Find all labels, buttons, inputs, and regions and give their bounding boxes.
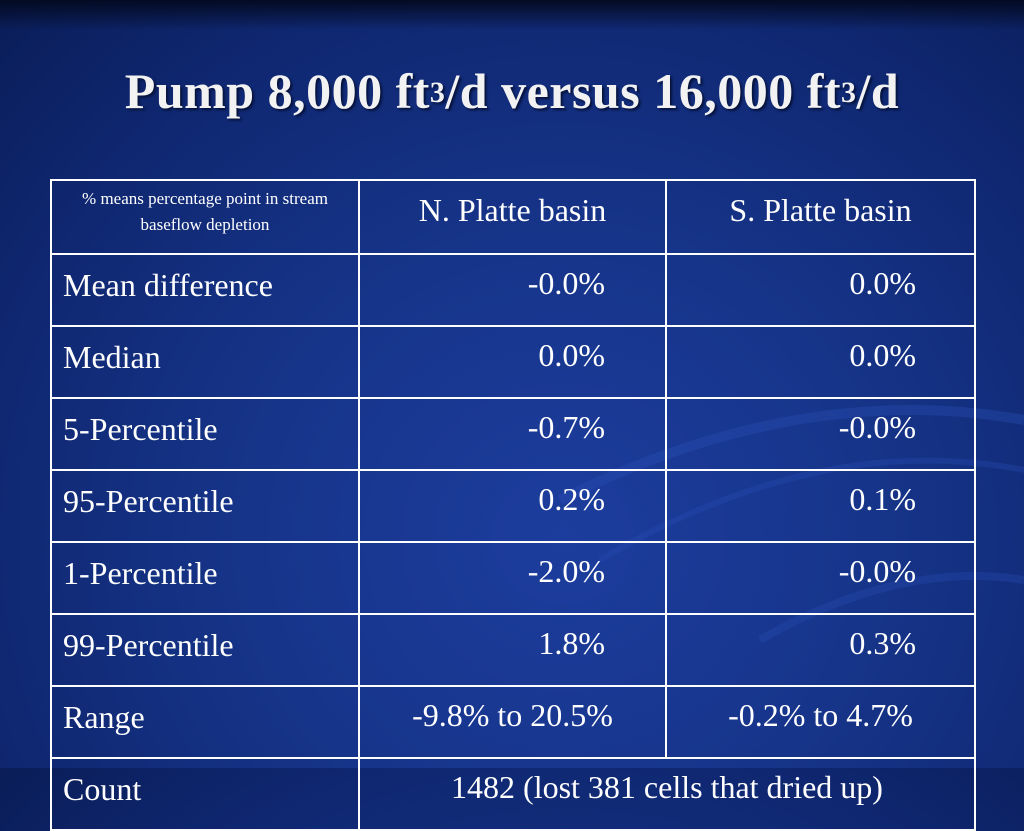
percentage-note: % means percentage point in stream baseflow depletion [51,180,359,254]
row-label: Median [51,326,359,398]
row-label: 1-Percentile [51,542,359,614]
column-header-s-platte: S. Platte basin [666,180,975,254]
row-label: Mean difference [51,254,359,326]
column-header-n-platte: N. Platte basin [359,180,666,254]
title-prefix: Pump 8,000 ft [124,63,430,119]
table-row [51,326,975,398]
s-platte-value: -0.0% [666,542,975,614]
n-platte-value: -9.8% to 20.5% [359,686,666,758]
s-platte-value: 0.0% [666,254,975,326]
row-label: Count [51,758,359,830]
table-row [51,614,975,686]
n-platte-value: 0.2% [359,470,666,542]
table-row [51,398,975,470]
table-header-row [51,180,975,254]
table-row [51,686,975,758]
title-superscript-2: 3 [841,76,857,109]
s-platte-value: -0.0% [666,398,975,470]
row-label: 99-Percentile [51,614,359,686]
title-superscript-1: 3 [429,76,446,109]
n-platte-value: -0.7% [359,398,666,470]
n-platte-value: -0.0% [359,254,666,326]
combined-count-value: 1482 (lost 381 cells that dried up) [359,758,975,830]
n-platte-value: -2.0% [359,542,666,614]
table-row [51,470,975,542]
s-platte-value: -0.2% to 4.7% [666,686,975,758]
s-platte-value: 0.3% [666,614,975,686]
title-suffix: /d [856,63,900,119]
row-label: 5-Percentile [51,398,359,470]
n-platte-value: 0.0% [359,326,666,398]
s-platte-value: 0.1% [666,470,975,542]
table-row [51,542,975,614]
slide-title [0,62,1024,120]
title-middle: /d versus 16,000 ft [445,63,841,119]
row-label: 95-Percentile [51,470,359,542]
n-platte-value: 1.8% [359,614,666,686]
comparison-table [50,179,976,831]
table-row [51,254,975,326]
row-label: Range [51,686,359,758]
s-platte-value: 0.0% [666,326,975,398]
table-row [51,758,975,830]
